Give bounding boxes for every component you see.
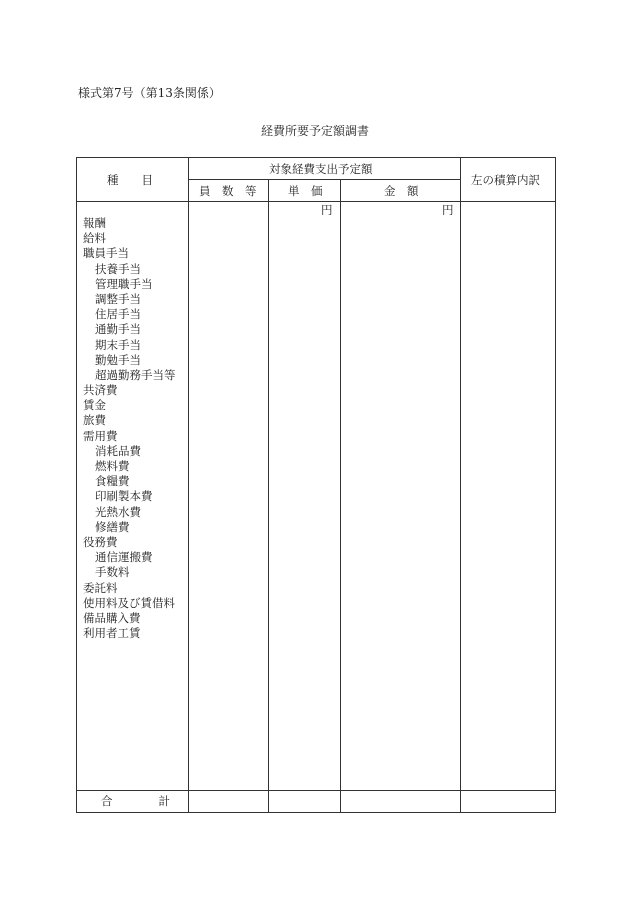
header-staff-count: 員 数 等 [199,184,257,198]
expense-item: 報酬 [83,216,106,230]
expense-item: 手数料 [95,565,130,580]
expense-item: 需用費 [83,428,118,443]
header-amount: 金 額 [384,184,419,198]
amount-yen-mark: 円 [442,203,454,217]
rule-header-bottom [77,201,555,202]
expense-item: 共済費 [83,383,118,398]
unit-price-yen-mark: 円 [321,203,333,217]
expense-item: 勤勉手当 [95,352,141,367]
expense-item: 管理職手当 [95,276,153,291]
expense-item: 修繕費 [95,519,130,534]
expense-item-list [83,216,176,641]
expense-item: 印刷製本費 [95,489,153,504]
expense-item: 職員手当 [83,246,129,261]
header-breakdown: 左の積算内訳 [471,173,540,187]
header-expense-group: 対象経費支出予定額 [269,162,373,176]
rule-staff-right [268,180,269,812]
rule-group-header [188,179,460,180]
expense-item: 備品購入費 [83,610,141,625]
expense-item: 委託料 [83,580,118,595]
expense-item: 消耗品費 [95,443,141,458]
rule-price-right [340,180,341,812]
expense-item: 調整手当 [95,291,141,306]
rule-category-right [188,158,189,812]
header-unit-price: 単 価 [288,184,323,198]
rule-total-top [77,790,555,791]
expense-item: 期末手当 [95,337,141,352]
expense-item: 燃料費 [95,459,130,473]
expense-item: 使用料及び賃借料 [83,595,175,610]
expense-table [76,157,556,813]
expense-item: 光熱水費 [95,504,141,519]
expense-item: 通信運搬費 [95,550,153,565]
expense-item: 利用者工賃 [83,626,141,641]
rule-amount-right [460,158,461,812]
expense-item: 旅費 [83,413,106,428]
form-number: 様式第7号（第13条関係） [78,86,221,100]
expense-item: 扶養手当 [95,261,141,276]
expense-item: 食糧費 [95,474,130,489]
document-title: 経費所要予定額調書 [260,124,369,138]
expense-item: 給料 [83,231,106,246]
expense-item: 賃金 [83,398,106,413]
total-label: 合 計 [101,794,170,808]
expense-item: 通勤手当 [95,322,141,337]
expense-item: 役務費 [83,534,118,549]
expense-item: 住居手当 [95,307,141,322]
expense-item: 超過勤務手当等 [95,367,176,382]
header-category: 種 目 [107,173,153,187]
